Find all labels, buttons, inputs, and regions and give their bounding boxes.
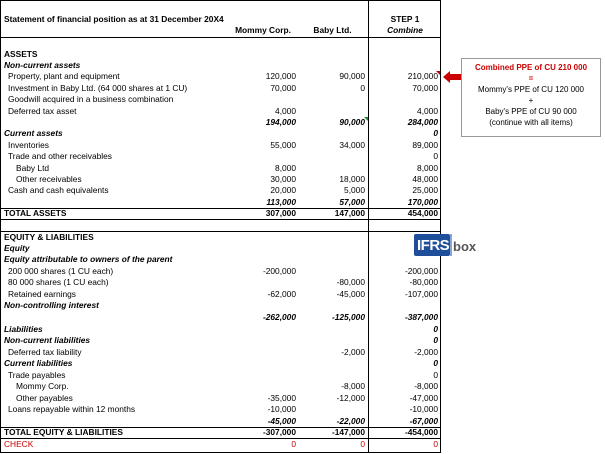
table-row <box>0 335 441 346</box>
table-row <box>0 163 441 174</box>
row-label: Current liabilities <box>4 358 73 368</box>
table-row <box>0 49 441 60</box>
cell-combined: -10,000 <box>409 404 438 414</box>
row-label: ASSETS <box>4 49 38 59</box>
cell-mommy: 4,000 <box>275 106 296 116</box>
cell-combined: 284,000 <box>407 117 438 127</box>
table-row <box>0 185 441 196</box>
cell-combined: -80,000 <box>409 277 438 287</box>
cell-combined: -8,000 <box>414 381 438 391</box>
row-label: Deferred tax asset <box>8 106 77 116</box>
table-row <box>0 347 441 358</box>
note-line: Combined PPE of CU 210 000 <box>474 63 588 72</box>
cell-baby: 34,000 <box>339 140 365 150</box>
cell-combined: 0 <box>433 335 438 345</box>
cell-combined: 0 <box>433 370 438 380</box>
cell-mommy: 20,000 <box>270 185 296 195</box>
cell-mommy: -62,000 <box>267 289 296 299</box>
cell-combined: 0 <box>433 324 438 334</box>
cell-mommy: 120,000 <box>265 71 296 81</box>
row-label: Investment in Baby Ltd. (64 000 shares at 1 CU) <box>8 83 188 93</box>
table-row <box>0 117 441 128</box>
row-label: Non-current liabilities <box>4 335 91 345</box>
table-row <box>0 208 441 219</box>
cell-combined: -2,000 <box>414 347 438 357</box>
row-label: Trade payables <box>8 370 66 380</box>
cell-mommy: -262,000 <box>262 312 296 322</box>
cell-combined: 454,000 <box>407 208 438 218</box>
row-label: Cash and cash equivalents <box>8 185 109 195</box>
row-label: TOTAL EQUITY & LIABILITIES <box>4 427 123 437</box>
cell-combined: 0 <box>433 151 438 161</box>
cell-combined: -454,000 <box>404 427 438 437</box>
note-line: = <box>528 74 534 83</box>
grid-line <box>368 0 369 453</box>
row-label: Other receivables <box>16 174 82 184</box>
grid-line <box>1 219 441 220</box>
table-row <box>0 324 441 335</box>
table-row <box>0 416 441 427</box>
cell-baby: -147,000 <box>331 427 365 437</box>
grid-line <box>1 208 441 209</box>
cell-combined: 0 <box>433 358 438 368</box>
note-line: Baby's PPE of CU 90 000 <box>485 107 577 116</box>
table-row <box>0 381 441 392</box>
comment-marker <box>436 71 440 75</box>
table-row <box>0 300 441 311</box>
row-label: Mommy Corp. <box>16 381 69 391</box>
column-header-step: STEP 1 <box>390 14 420 24</box>
row-label: Non-current assets <box>4 60 81 70</box>
row-label: Non-controlling interest <box>4 300 99 310</box>
row-label: Other payables <box>16 393 73 403</box>
column-header-combine: Combine <box>387 25 423 35</box>
cell-baby: 0 <box>360 439 365 449</box>
table-row <box>0 174 441 185</box>
cell-combined: 48,000 <box>412 174 438 184</box>
row-label: EQUITY & LIABILITIES <box>4 232 94 242</box>
row-label: 80 000 shares (1 CU each) <box>8 277 109 287</box>
grid-line <box>1 452 441 453</box>
cell-mommy: 55,000 <box>270 140 296 150</box>
table-row <box>0 277 441 288</box>
cell-baby: -125,000 <box>331 312 365 322</box>
cell-mommy: 307,000 <box>265 208 296 218</box>
table-row <box>0 232 441 243</box>
row-label: CHECK <box>4 439 34 449</box>
cell-baby: -45,000 <box>336 289 365 299</box>
cell-baby: 0 <box>360 83 365 93</box>
table-row <box>0 312 441 323</box>
cell-baby: 57,000 <box>339 197 365 207</box>
table-row <box>0 404 441 415</box>
statement-title: Statement of financial position as at 31 December 20X4 <box>4 14 224 24</box>
cell-combined: -107,000 <box>404 289 438 299</box>
cell-baby: -80,000 <box>336 277 365 287</box>
table-row <box>0 427 441 438</box>
cell-combined: 89,000 <box>412 140 438 150</box>
logo-text-ifrs: IFRS <box>417 237 450 254</box>
column-header-baby: Baby Ltd. <box>313 25 352 35</box>
cell-combined: 4,000 <box>417 106 438 116</box>
row-label: Liabilities <box>4 324 43 334</box>
table-row <box>0 393 441 404</box>
cell-combined: -200,000 <box>404 266 438 276</box>
cell-baby: -8,000 <box>341 381 365 391</box>
grid-line <box>0 0 1 453</box>
grid-line <box>440 0 441 453</box>
row-label: Loans repayable within 12 months <box>8 404 136 414</box>
ifrsbox-logo <box>414 231 477 261</box>
cell-combined: 8,000 <box>417 163 438 173</box>
logo-text-box: box <box>453 239 477 254</box>
note-line: (continue with all items) <box>489 118 573 127</box>
table-row <box>0 83 441 94</box>
cell-baby: 90,000 <box>339 71 365 81</box>
cell-mommy: -45,000 <box>267 416 296 426</box>
cell-baby: -2,000 <box>341 347 365 357</box>
table-row <box>0 358 441 369</box>
row-label: Goodwill acquired in a business combination <box>8 94 174 104</box>
row-label: Property, plant and equipment <box>8 71 120 81</box>
cell-combined: 210,000 <box>407 71 438 81</box>
table-row <box>0 151 441 162</box>
cell-mommy: -35,000 <box>267 393 296 403</box>
cell-baby: 5,000 <box>344 185 365 195</box>
row-label: Deferred tax liability <box>8 347 82 357</box>
cell-combined: 170,000 <box>407 197 438 207</box>
cell-combined: 25,000 <box>412 185 438 195</box>
row-label: Equity attributable to owners of the parent <box>4 254 173 264</box>
table-row <box>0 60 441 71</box>
cell-mommy: -200,000 <box>262 266 296 276</box>
cell-mommy: 8,000 <box>275 163 296 173</box>
cell-combined: 0 <box>433 439 438 449</box>
note-line: + <box>528 96 534 105</box>
note-line: Mommy's PPE of CU 120 000 <box>477 85 584 94</box>
row-label: Retained earnings <box>8 289 76 299</box>
row-label: Current assets <box>4 128 63 138</box>
grid-line <box>1 427 441 428</box>
cell-combined: -47,000 <box>409 393 438 403</box>
row-label: TOTAL ASSETS <box>4 208 67 218</box>
table-row <box>0 266 441 277</box>
cell-combined: -387,000 <box>404 312 438 322</box>
table-row <box>0 128 441 139</box>
cell-mommy: 113,000 <box>266 197 296 207</box>
cell-mommy: 70,000 <box>270 83 296 93</box>
cell-baby: 147,000 <box>334 208 365 218</box>
table-row <box>0 370 441 381</box>
table-row <box>0 71 441 82</box>
explanation-note <box>461 58 601 137</box>
grid-line <box>1 37 441 38</box>
row-label: Baby Ltd <box>16 163 50 173</box>
cell-baby: -12,000 <box>336 393 365 403</box>
comment-marker <box>364 117 368 121</box>
table-row <box>0 140 441 151</box>
table-row <box>0 439 441 450</box>
table-row <box>0 243 441 254</box>
cell-baby: 18,000 <box>339 174 365 184</box>
grid-line <box>1 438 441 439</box>
cell-combined: 0 <box>433 128 438 138</box>
cell-combined: -67,000 <box>409 416 438 426</box>
cell-baby: 90,000 <box>339 117 365 127</box>
row-label: Equity <box>4 243 30 253</box>
cell-mommy: 30,000 <box>270 174 296 184</box>
cell-mommy: 0 <box>291 439 296 449</box>
table-row <box>0 106 441 117</box>
row-label: Inventories <box>8 140 49 150</box>
grid-line <box>1 0 441 1</box>
table-row <box>0 94 441 105</box>
cell-baby: -22,000 <box>336 416 365 426</box>
cell-mommy: -10,000 <box>267 404 296 414</box>
column-header-mommy: Mommy Corp. <box>235 25 291 35</box>
cell-combined: 70,000 <box>412 83 438 93</box>
table-row <box>0 197 441 208</box>
row-label: Trade and other receivables <box>8 151 112 161</box>
table-row <box>0 254 441 265</box>
cell-mommy: 194,000 <box>265 117 296 127</box>
grid-line <box>1 231 441 232</box>
row-label: 200 000 shares (1 CU each) <box>8 266 114 276</box>
cell-mommy: -307,000 <box>262 427 296 437</box>
table-row <box>0 289 441 300</box>
left-arrow-icon <box>443 71 461 83</box>
